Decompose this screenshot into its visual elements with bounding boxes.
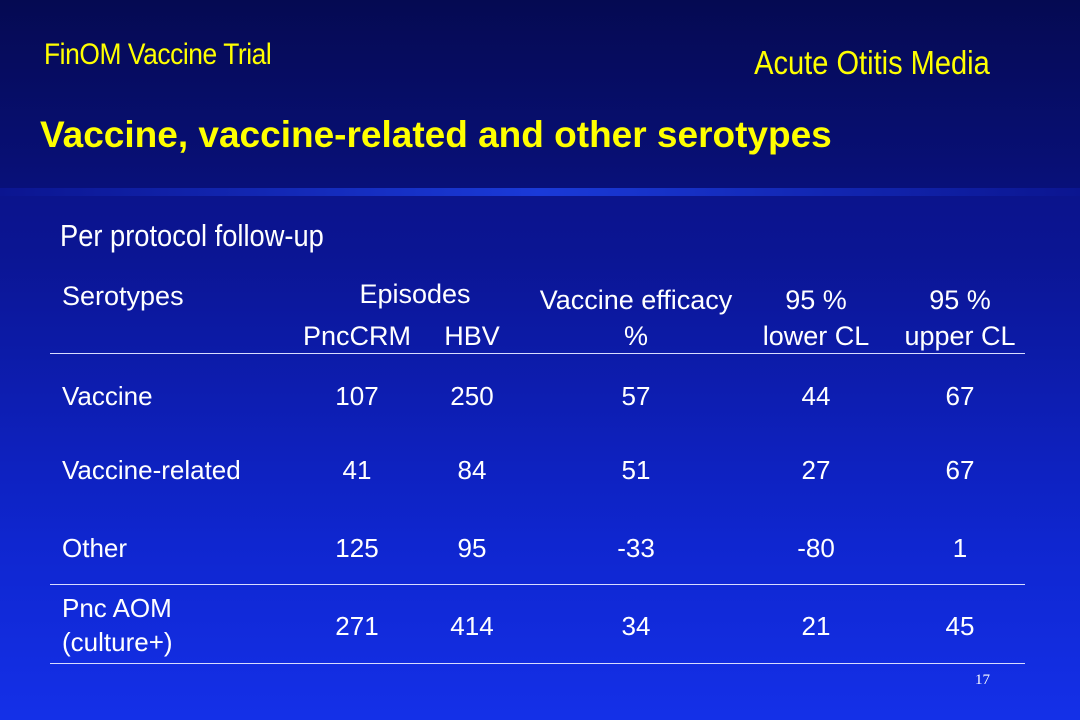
col-header-serotypes: Serotypes xyxy=(62,281,184,311)
col-header-hbv: HBV xyxy=(444,321,500,351)
header-rule xyxy=(50,353,1025,354)
slide-title: Vaccine, vaccine-related and other serotypes xyxy=(40,114,832,155)
cell-efficacy: 34 xyxy=(621,611,651,641)
slide-header-band xyxy=(0,0,1080,190)
col-header-pnccrm: PncCRM xyxy=(302,321,412,351)
cell-efficacy: -33 xyxy=(617,533,655,563)
col-header-lower-cl-line2: lower CL xyxy=(762,321,870,351)
cell-upper-cl: 67 xyxy=(945,455,975,485)
row-label-line1: Pnc AOM xyxy=(62,593,172,623)
col-header-efficacy-unit: % xyxy=(623,321,649,351)
col-header-lower-cl-line1: 95 % xyxy=(785,285,847,315)
cell-hbv: 414 xyxy=(450,611,494,641)
cell-pnccrm: 271 xyxy=(335,611,379,641)
cell-lower-cl: 44 xyxy=(801,381,831,411)
subtitle: Per protocol follow-up xyxy=(60,218,324,253)
col-header-efficacy: Vaccine efficacy xyxy=(539,285,733,315)
cell-hbv: 84 xyxy=(457,455,487,485)
cell-pnccrm: 125 xyxy=(335,533,379,563)
cell-pnccrm: 107 xyxy=(335,381,379,411)
total-rule xyxy=(50,584,1025,585)
row-label: Other xyxy=(62,533,128,563)
row-label: Vaccine xyxy=(62,381,153,411)
cell-pnccrm: 41 xyxy=(342,455,372,485)
cell-hbv: 250 xyxy=(450,381,494,411)
cell-upper-cl: 67 xyxy=(945,381,975,411)
bottom-rule xyxy=(50,663,1025,664)
cell-efficacy: 51 xyxy=(621,455,651,485)
col-header-episodes: Episodes xyxy=(359,279,471,309)
cell-lower-cl: 27 xyxy=(801,455,831,485)
col-header-upper-cl-line2: upper CL xyxy=(904,321,1016,351)
trial-name: FinOM Vaccine Trial xyxy=(44,38,272,71)
cell-upper-cl: 45 xyxy=(945,611,975,641)
row-label: Vaccine-related xyxy=(62,455,241,485)
col-header-upper-cl-line1: 95 % xyxy=(929,285,991,315)
cell-lower-cl: -80 xyxy=(797,533,835,563)
cell-upper-cl: 1 xyxy=(952,533,968,563)
header-divider xyxy=(0,188,1080,196)
cell-hbv: 95 xyxy=(457,533,487,563)
page-number: 17 xyxy=(975,672,990,688)
cell-efficacy: 57 xyxy=(621,381,651,411)
topic-label: Acute Otitis Media xyxy=(754,44,990,81)
row-label-line2: (culture+) xyxy=(62,627,173,657)
cell-lower-cl: 21 xyxy=(801,611,831,641)
